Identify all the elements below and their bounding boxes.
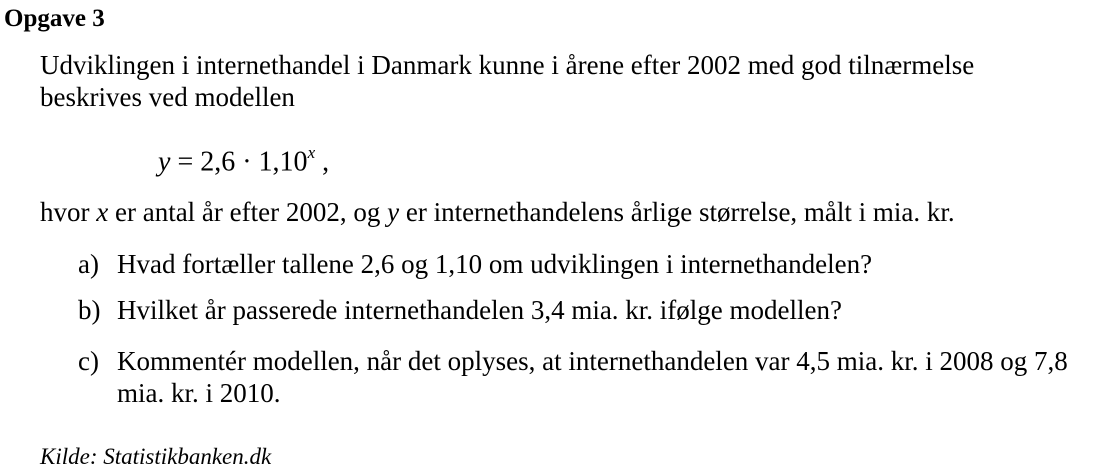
formula-exponent: x [307, 143, 316, 162]
question-text: Hvilket år passerede internethandelen 3,4 mia. kr. ifølge modellen? [117, 295, 842, 325]
formula-expression: = 2,6 · 1,10 [170, 146, 308, 178]
question-label: a) [78, 249, 99, 279]
question-text: Kommentér modellen, når det oplyses, at internethandelen var 4,5 mia. kr. i 2008 og 7,8 mia. kr. i 2010. [117, 346, 1068, 408]
formula-trailing-comma: , [315, 146, 330, 178]
source-citation: Kilde: Statistikbanken.dk [40, 444, 272, 469]
question-c [78, 345, 1088, 409]
formula-lhs-variable: y [158, 146, 171, 178]
question-text: Hvad fortæller tallene 2,6 og 1,10 om udviklingen i internethandelen? [117, 249, 873, 279]
question-label: b) [78, 295, 101, 325]
question-label: c) [78, 346, 99, 376]
intro-paragraph: Udviklingen i internethandel i Danmark kunne i årene efter 2002 med god tilnærmelse beskrives ved modellen [40, 50, 975, 112]
explanation-part-3: er internethandelens årlige størrelse, målt i mia. kr. [399, 197, 955, 227]
model-formula [158, 138, 329, 179]
question-a [78, 248, 1088, 280]
variable-x: x [96, 197, 109, 227]
variable-y: y [387, 197, 400, 227]
variable-explanation [40, 196, 955, 228]
question-b [78, 294, 1088, 326]
explanation-part-2: er antal år efter 2002, og [108, 197, 388, 227]
explanation-part-1: hvor [40, 197, 97, 227]
exercise-heading: Opgave 3 [4, 5, 105, 32]
